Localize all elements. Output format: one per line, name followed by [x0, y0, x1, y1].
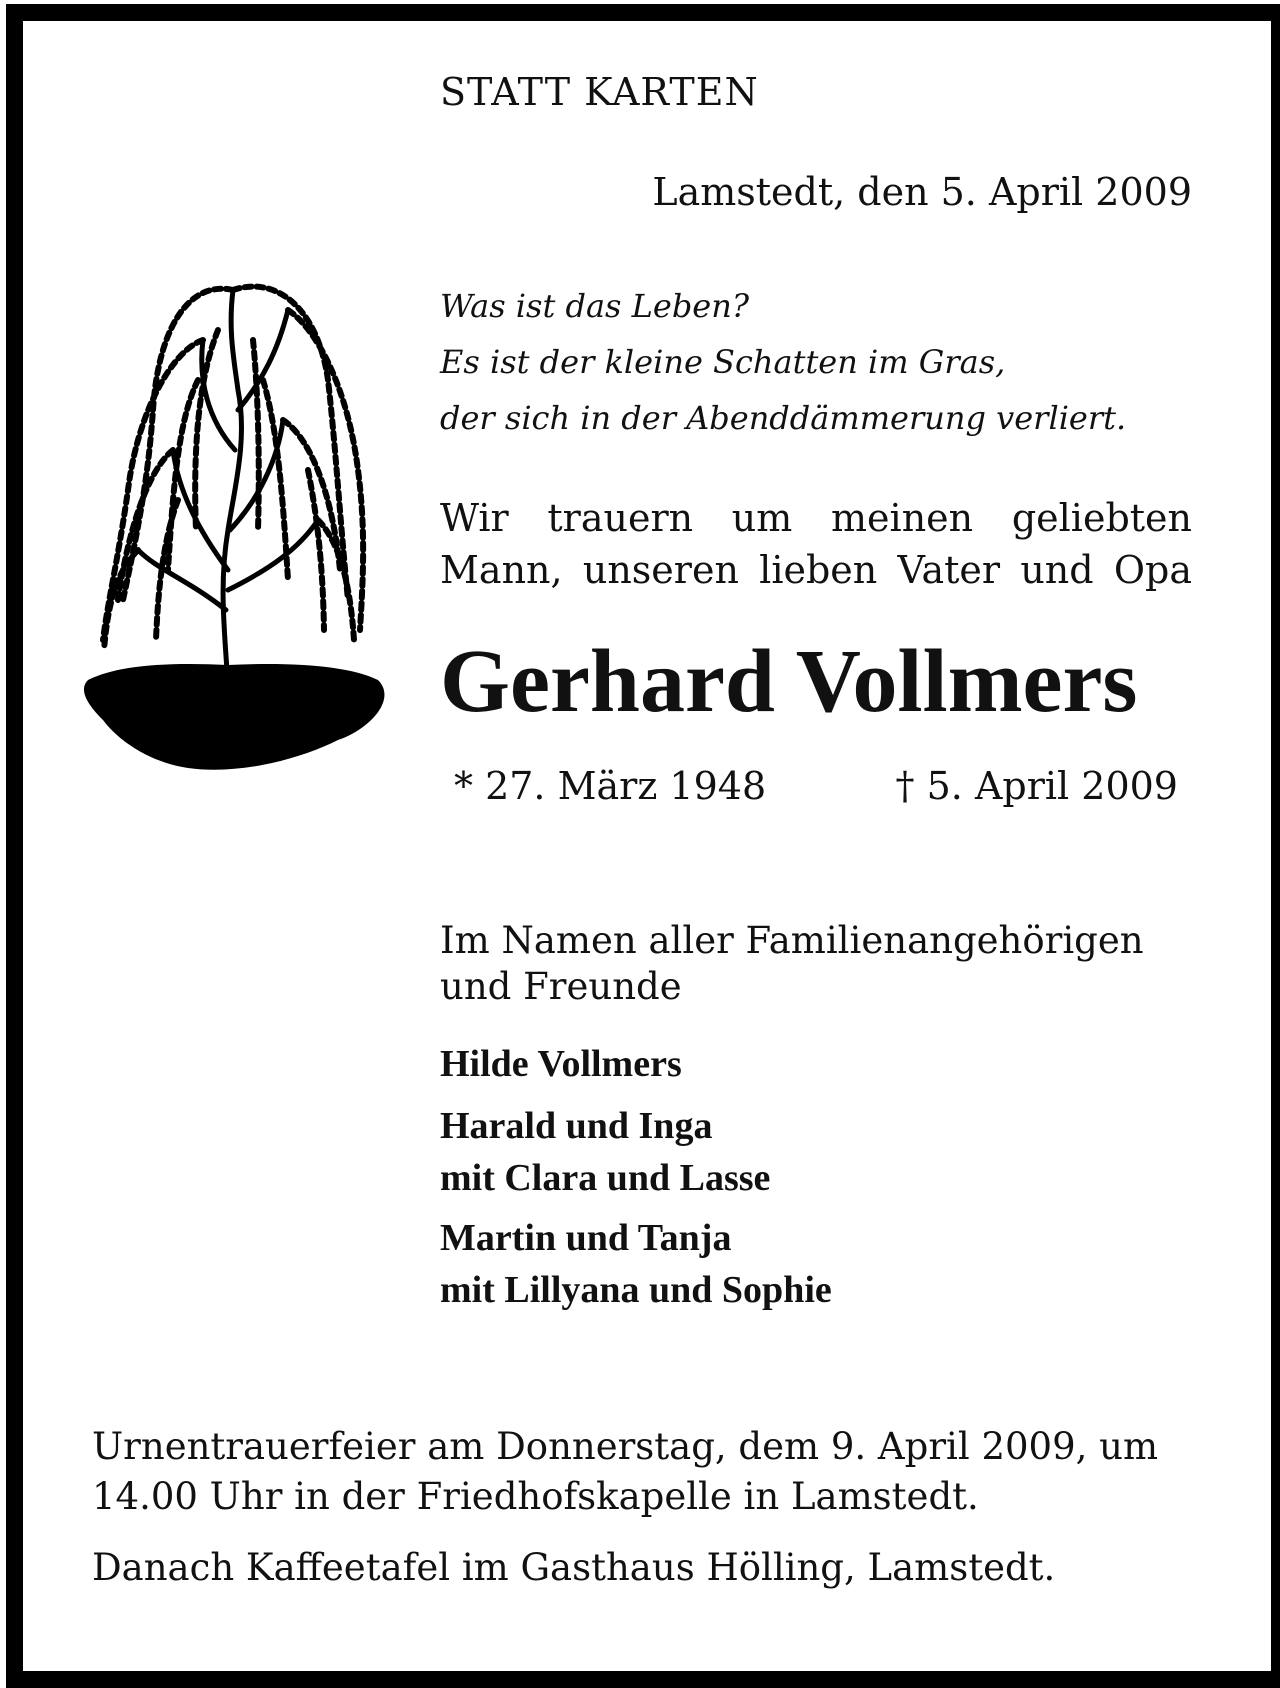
reception-info: Danach Kaffeetafel im Gasthaus Hölling, Lamstedt. — [92, 1546, 1056, 1589]
signatory-line: Martin und Tanja — [440, 1217, 732, 1259]
deceased-name: Gerhard Vollmers — [440, 632, 1138, 731]
signatory-line: mit Lillyana und Sophie — [440, 1269, 832, 1311]
signatory-group — [440, 1038, 682, 1090]
place-date: Lamstedt, den 5. April 2009 — [652, 170, 1192, 214]
death-date: † 5. April 2009 — [895, 764, 1178, 808]
weeping-willow-icon — [78, 270, 398, 830]
family-intro — [440, 918, 1144, 1010]
birth-date: * 27. März 1948 — [454, 764, 767, 808]
poem-line: Es ist der kleine Schatten im Gras, — [440, 343, 1006, 381]
family-intro-line: Im Namen aller Familienangehörigen — [440, 919, 1144, 962]
service-line: Urnentrauerfeier am Donnerstag, dem 9. April 2009, um — [92, 1425, 1159, 1468]
signatory-group — [440, 1100, 770, 1204]
poem-line: Was ist das Leben? — [440, 287, 749, 325]
funeral-service-info — [92, 1422, 1158, 1522]
signatory-group — [440, 1212, 832, 1316]
poem — [440, 278, 1126, 446]
mourning-text — [440, 492, 1192, 596]
header-statt-karten: STATT KARTEN — [440, 70, 759, 114]
poem-line: der sich in der Abenddämmerung verliert. — [440, 399, 1127, 437]
mourning-line: Wir trauern um meinen geliebten — [440, 496, 1192, 540]
signatory-line: Hilde Vollmers — [440, 1043, 682, 1085]
service-line: 14.00 Uhr in der Friedhofskapelle in Lamstedt. — [92, 1475, 979, 1518]
mourning-line: Mann, unseren lieben Vater und Opa — [440, 548, 1192, 592]
family-intro-line: und Freunde — [440, 965, 682, 1008]
signatory-line: Harald und Inga — [440, 1105, 713, 1147]
signatory-line: mit Clara und Lasse — [440, 1157, 771, 1199]
